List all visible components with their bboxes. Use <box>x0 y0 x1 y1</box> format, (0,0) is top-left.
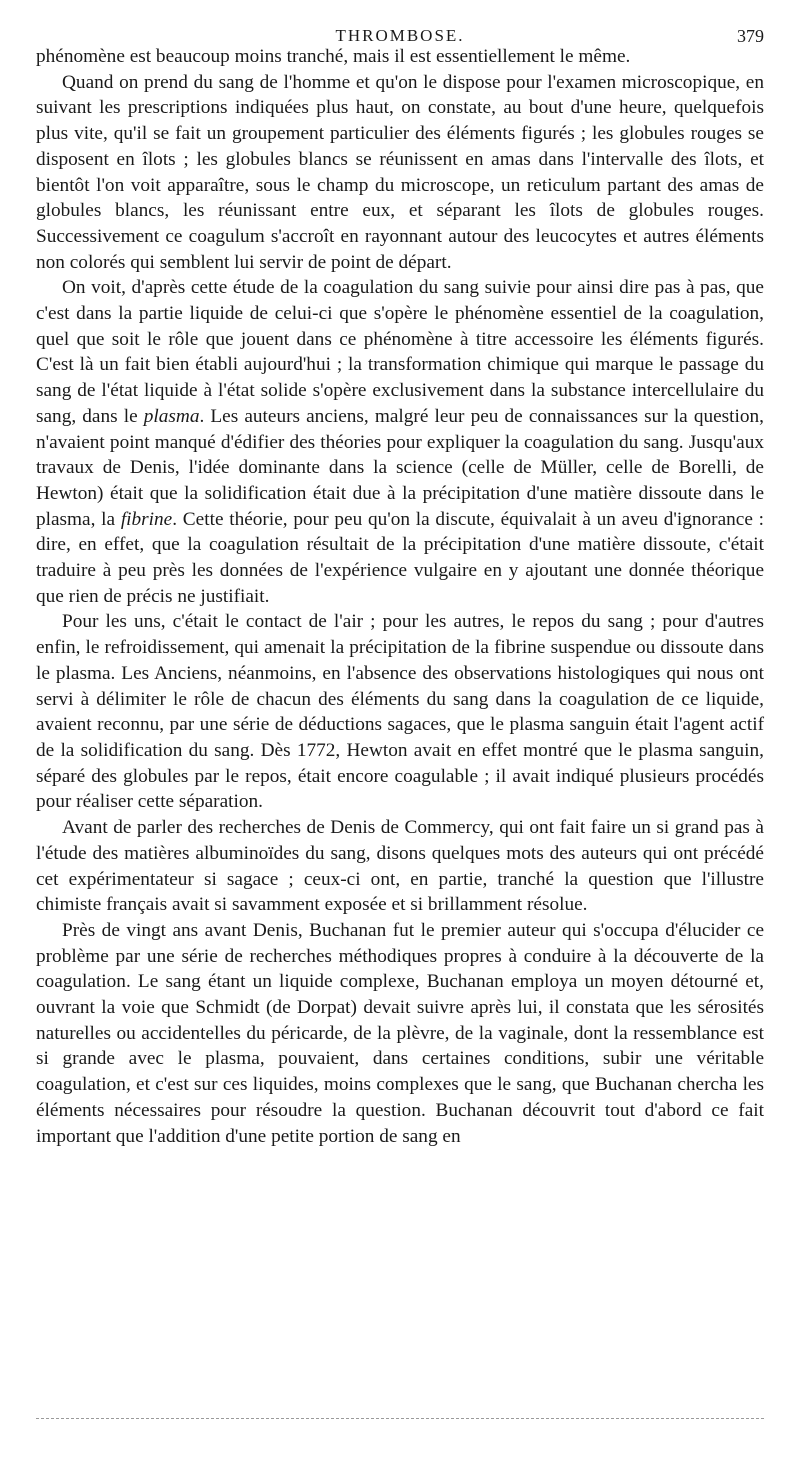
paragraph <box>36 918 764 1149</box>
paragraph <box>36 275 764 609</box>
paragraph <box>36 44 764 70</box>
text-run: Quand on prend du sang de l'homme et qu'on le dispose pour l'examen microscopique, en suivant les prescriptions indiquées plus haut, on constate, au bout d'une heure, quelquefois plus vite, qu'il se fait un groupement particulier des éléments figurés ; les globules rouges se disposent en îlots ; les globules blancs se réunissent en amas dans l'intervalle des îlots, et bientôt l'on voit apparaître, sous le champ du microscope, un reticulum partant des amas de globules blancs, les réunissant entre eux, et séparant les îlots de globules rouges. Successivement ce coagulum s'accroît en rayonnant autour des leucocytes et autres éléments non colorés qui semblent lui servir de point de départ. <box>36 71 764 273</box>
paragraph <box>36 70 764 276</box>
page-number: 379 <box>737 26 764 46</box>
text-run: Avant de parler des recherches de Denis de Commercy, qui ont fait faire un si grand pas à l'étude des matières albuminoïdes du sang, disons quelques mots des auteurs qui ont précédé cet expérimentateur si sagace ; ceux-ci ont, en partie, tranché la question que l'illustre chimiste français avait si savamment exposée et si brillamment résolue. <box>36 817 764 916</box>
text-run: phénomène est beaucoup moins tranché, mais il est essentiellement le même. <box>36 46 631 67</box>
running-title: THROMBOSE. <box>335 26 465 45</box>
footer-rule <box>36 1418 764 1419</box>
italic-term: fibrine <box>120 508 173 530</box>
running-header <box>36 0 764 44</box>
text-run: . Les auteurs anciens, malgré leur peu de connaissances sur la question, n'avaient point manqué d'édifier des théories pour expliquer la coagulation du sang. Jusqu'aux travaux de Denis, l'idée dominante dans la science (celle de Müller, celle de Borelli, de Hewton) était que la solidification était due à la précipitation d'une matière dissoute dans le plasma, la <box>36 405 764 530</box>
book-page <box>36 0 764 1149</box>
text-run: Près de vingt ans avant Denis, Buchanan fut le premier auteur qui s'occupa d'élucider ce problème par une série de recherches méthodiques propres à conduire à la découverte de la coagulation. Le sang étant un liquide complexe, Buchanan employa un moyen détourné et, ouvrant la voie que Schmidt (de Dorpat) devait suivre après lui, il constata que les sérosités naturelles ou accidentelles du péricarde, de la plèvre, de la vaginale, dont la ressemblance est si grande avec le plasma, pouvaient, dans certaines conditions, subir une véritable coagulation, et c'est sur ces liquides, moins complexes que le sang, que Buchanan chercha les éléments nécessaires pour résoudre la question. Buchanan découvrit tout d'abord ce fait important que l'addition d'une petite portion de sang en <box>36 919 764 1147</box>
body-text <box>36 44 764 1149</box>
italic-term: plasma <box>143 405 200 427</box>
text-run: . Cette théorie, pour peu qu'on la discute, équivalait à un aveu d'ignorance : dire, en effet, que la coagulation résultait de la précipitation d'une matière dissoute, c'était traduire à peu près les données de l'expérience vulgaire en y ajoutant une donnée théorique que rien de précis ne justifiait. <box>36 508 764 607</box>
paragraph <box>36 609 764 815</box>
text-run: On voit, d'après cette étude de la coagulation du sang suivie pour ainsi dire pas à pas, que c'est dans la partie liquide de celui-ci que s'opère le phénomène essentiel de la coagulation, quel que soit le rôle que jouent dans ce phénomène à titre accessoire les éléments figurés. C'est là un fait bien établi aujourd'hui ; la transformation chimique qui marque le passage du sang de l'état liquide à l'état solide s'opère exclusivement dans la substance intercellulaire du sang, dans le <box>36 277 764 427</box>
text-run: Pour les uns, c'était le contact de l'air ; pour les autres, le repos du sang ; pour d'autres enfin, le refroidissement, qui amenait la précipitation de la fibrine suspendue ou dissoute dans le plasma. Les Anciens, néanmoins, en l'absence des observations histologiques qui nous ont servi à délimiter le rôle de chacun des éléments du sang dans la coagulation de ce liquide, avaient reconnu, par une série de déductions sagaces, que le plasma sanguin était l'agent actif de la solidification du sang. Dès 1772, Hewton avait en effet montré que le plasma sanguin, séparé des globules par le repos, était encore coagulable ; il avait indiqué plusieurs procédés pour réaliser cette séparation. <box>36 611 764 813</box>
paragraph <box>36 815 764 918</box>
